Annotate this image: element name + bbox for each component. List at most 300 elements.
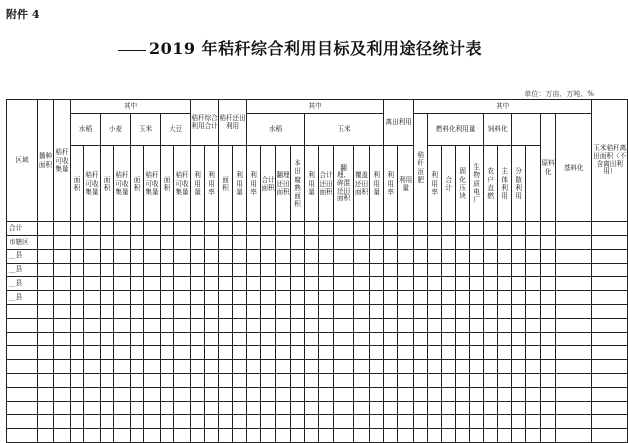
data-cell	[161, 318, 174, 332]
data-cell	[470, 429, 484, 443]
data-cell	[319, 291, 334, 305]
data-cell	[556, 360, 592, 374]
header-fuel-total: 合计	[442, 146, 456, 222]
data-cell	[205, 415, 219, 429]
data-cell	[414, 332, 428, 346]
data-cell	[556, 374, 592, 388]
data-cell	[428, 374, 442, 388]
data-cell	[174, 346, 191, 360]
data-cell	[526, 318, 541, 332]
data-cell	[191, 236, 205, 250]
data-cell	[276, 332, 291, 346]
data-cell	[205, 360, 219, 374]
data-cell	[233, 222, 247, 236]
data-cell	[334, 346, 354, 360]
data-cell	[131, 415, 144, 429]
data-cell	[470, 374, 484, 388]
data-cell	[205, 236, 219, 250]
data-cell	[384, 346, 398, 360]
data-cell	[84, 277, 101, 291]
data-cell	[484, 291, 498, 305]
data-cell	[84, 415, 101, 429]
header-wheat-area: 面积	[101, 146, 114, 222]
data-cell	[161, 277, 174, 291]
data-cell	[398, 291, 414, 305]
data-cell	[334, 429, 354, 443]
data-cell	[541, 277, 556, 291]
data-cell	[484, 263, 498, 277]
header-substrate: 基料化	[556, 114, 592, 222]
data-cell	[384, 429, 398, 443]
header-corn-total-area: 合计还田面积	[319, 146, 334, 222]
data-cell	[384, 374, 398, 388]
data-cell	[384, 277, 398, 291]
data-cell	[54, 249, 71, 263]
data-cell	[384, 291, 398, 305]
data-cell	[247, 332, 261, 346]
data-cell	[114, 263, 131, 277]
data-cell	[131, 305, 144, 319]
data-cell	[101, 346, 114, 360]
data-cell	[261, 277, 276, 291]
data-cell	[84, 401, 101, 415]
data-cell	[144, 249, 161, 263]
data-cell	[219, 360, 233, 374]
data-cell	[414, 429, 428, 443]
data-cell	[442, 387, 456, 401]
header-fertilizer: 秸秆沤肥	[414, 114, 428, 222]
row-label	[7, 387, 38, 401]
data-cell	[84, 429, 101, 443]
data-cell	[512, 332, 526, 346]
data-cell	[276, 263, 291, 277]
table-row	[7, 387, 628, 401]
data-cell	[84, 360, 101, 374]
data-cell	[556, 236, 592, 250]
data-cell	[470, 291, 484, 305]
data-cell	[305, 332, 319, 346]
data-cell	[174, 236, 191, 250]
row-label	[7, 415, 38, 429]
data-cell	[541, 263, 556, 277]
data-cell	[526, 291, 541, 305]
data-cell	[498, 236, 512, 250]
data-cell	[428, 222, 442, 236]
data-cell	[484, 374, 498, 388]
header-row-2	[7, 114, 628, 132]
data-cell	[233, 318, 247, 332]
data-cell	[334, 222, 354, 236]
data-cell	[161, 360, 174, 374]
data-cell	[191, 360, 205, 374]
data-cell	[354, 346, 370, 360]
data-cell	[470, 222, 484, 236]
data-cell	[191, 401, 205, 415]
statistics-table	[6, 99, 628, 443]
data-cell	[131, 429, 144, 443]
data-cell	[144, 374, 161, 388]
data-cell	[233, 415, 247, 429]
data-cell	[261, 318, 276, 332]
data-cell	[38, 305, 54, 319]
data-cell	[114, 277, 131, 291]
data-cell	[84, 222, 101, 236]
data-cell	[276, 374, 291, 388]
header-corn-off-area: 玉米秸秆离田面积（不含离田利用）	[592, 100, 628, 222]
data-cell	[370, 429, 384, 443]
table-row	[7, 415, 628, 429]
data-cell	[398, 387, 414, 401]
data-cell	[428, 263, 442, 277]
data-cell	[512, 360, 526, 374]
data-cell	[261, 249, 276, 263]
header-return-rice: 水稻	[247, 114, 305, 146]
data-cell	[38, 236, 54, 250]
data-cell	[541, 429, 556, 443]
data-cell	[592, 222, 628, 236]
data-cell	[354, 249, 370, 263]
data-cell	[101, 291, 114, 305]
header-corn-amount: 利用量	[370, 146, 384, 222]
data-cell	[261, 374, 276, 388]
data-cell	[354, 318, 370, 332]
data-cell	[191, 277, 205, 291]
data-cell	[334, 387, 354, 401]
data-cell	[428, 249, 442, 263]
data-cell	[219, 332, 233, 346]
data-cell	[319, 374, 334, 388]
data-cell	[484, 249, 498, 263]
data-cell	[291, 222, 305, 236]
data-cell	[161, 374, 174, 388]
data-cell	[319, 277, 334, 291]
data-cell	[498, 401, 512, 415]
data-cell	[276, 387, 291, 401]
table-row	[7, 374, 628, 388]
data-cell	[498, 346, 512, 360]
row-label	[7, 346, 38, 360]
row-label	[7, 360, 38, 374]
data-cell	[131, 401, 144, 415]
header-rice-collectable: 秸秆可收集量	[84, 146, 101, 222]
data-cell	[498, 249, 512, 263]
data-cell	[38, 249, 54, 263]
data-cell	[233, 305, 247, 319]
data-cell	[276, 236, 291, 250]
data-cell	[219, 429, 233, 443]
data-cell	[205, 249, 219, 263]
data-cell	[161, 401, 174, 415]
data-cell	[247, 387, 261, 401]
data-cell	[174, 277, 191, 291]
data-cell	[354, 291, 370, 305]
header-wheat-collectable: 秸秆可收集量	[114, 146, 131, 222]
data-cell	[261, 222, 276, 236]
data-cell	[38, 318, 54, 332]
data-cell	[219, 415, 233, 429]
data-cell	[38, 401, 54, 415]
data-cell	[161, 291, 174, 305]
data-cell	[101, 401, 114, 415]
data-cell	[398, 236, 414, 250]
data-cell	[191, 318, 205, 332]
data-cell	[428, 318, 442, 332]
data-cell	[101, 415, 114, 429]
data-cell	[526, 222, 541, 236]
data-cell	[101, 374, 114, 388]
header-fuel: 燃料化利用量	[428, 114, 484, 146]
data-cell	[54, 318, 71, 332]
data-cell	[54, 360, 71, 374]
data-cell	[442, 222, 456, 236]
row-label	[7, 401, 38, 415]
data-cell	[131, 263, 144, 277]
data-cell	[398, 374, 414, 388]
data-cell	[398, 429, 414, 443]
data-cell	[191, 346, 205, 360]
data-cell	[442, 291, 456, 305]
header-feed-scatter: 分散利用	[512, 146, 526, 222]
data-cell	[144, 222, 161, 236]
data-cell	[101, 318, 114, 332]
data-cell	[247, 429, 261, 443]
data-cell	[512, 415, 526, 429]
data-cell	[38, 346, 54, 360]
data-cell	[144, 387, 161, 401]
data-cell	[291, 236, 305, 250]
data-cell	[261, 263, 276, 277]
data-cell	[541, 360, 556, 374]
data-cell	[592, 346, 628, 360]
data-cell	[442, 305, 456, 319]
data-cell	[161, 305, 174, 319]
header-comprehensive: 秸秆综合利用合计	[191, 100, 219, 146]
data-cell	[101, 305, 114, 319]
table-row	[7, 401, 628, 415]
data-cell	[205, 305, 219, 319]
data-cell	[247, 305, 261, 319]
table-row	[7, 222, 628, 236]
header-fuel-household: 农户直燃	[484, 146, 498, 222]
header-rice-amount: 利用量	[305, 146, 319, 222]
data-cell	[456, 387, 470, 401]
data-cell	[592, 360, 628, 374]
data-cell	[276, 305, 291, 319]
data-cell	[205, 374, 219, 388]
data-cell	[414, 249, 428, 263]
data-cell	[54, 332, 71, 346]
data-cell	[84, 346, 101, 360]
data-cell	[384, 318, 398, 332]
data-cell	[144, 291, 161, 305]
data-cell	[205, 291, 219, 305]
data-cell	[144, 415, 161, 429]
header-feed-empty-1	[526, 146, 541, 222]
data-cell	[131, 249, 144, 263]
data-cell	[291, 277, 305, 291]
data-cell	[398, 249, 414, 263]
data-cell	[305, 318, 319, 332]
data-cell	[484, 277, 498, 291]
data-cell	[592, 401, 628, 415]
data-cell	[131, 318, 144, 332]
data-cell	[414, 374, 428, 388]
data-cell	[84, 249, 101, 263]
data-cell	[291, 332, 305, 346]
data-cell	[305, 346, 319, 360]
data-cell	[384, 332, 398, 346]
data-cell	[54, 222, 71, 236]
data-cell	[219, 401, 233, 415]
header-wheat: 小麦	[101, 114, 131, 146]
data-cell	[456, 360, 470, 374]
header-return-rate: 利用率	[247, 146, 261, 222]
data-cell	[319, 429, 334, 443]
data-cell	[526, 277, 541, 291]
data-cell	[101, 277, 114, 291]
data-cell	[233, 374, 247, 388]
data-cell	[174, 415, 191, 429]
data-cell	[247, 236, 261, 250]
data-cell	[319, 415, 334, 429]
data-cell	[384, 305, 398, 319]
data-cell	[384, 249, 398, 263]
header-comp-rate: 利用率	[205, 146, 219, 222]
data-cell	[261, 401, 276, 415]
data-cell	[414, 346, 428, 360]
data-cell	[261, 305, 276, 319]
data-cell	[101, 236, 114, 250]
data-cell	[261, 346, 276, 360]
data-cell	[414, 415, 428, 429]
data-cell	[219, 374, 233, 388]
data-cell	[38, 263, 54, 277]
data-cell	[512, 277, 526, 291]
data-cell	[556, 263, 592, 277]
data-cell	[428, 415, 442, 429]
data-cell	[498, 429, 512, 443]
data-cell	[556, 249, 592, 263]
data-cell	[484, 346, 498, 360]
data-cell	[592, 249, 628, 263]
table-row	[7, 291, 628, 305]
data-cell	[233, 401, 247, 415]
data-cell	[319, 346, 334, 360]
data-cell	[144, 236, 161, 250]
data-cell	[305, 277, 319, 291]
data-cell	[354, 429, 370, 443]
data-cell	[541, 346, 556, 360]
data-cell	[512, 305, 526, 319]
data-cell	[319, 387, 334, 401]
data-cell	[174, 374, 191, 388]
data-cell	[131, 374, 144, 388]
data-cell	[541, 236, 556, 250]
data-cell	[512, 222, 526, 236]
data-cell	[233, 291, 247, 305]
data-cell	[191, 332, 205, 346]
data-cell	[247, 318, 261, 332]
header-soybean-area: 面积	[161, 146, 174, 222]
data-cell	[456, 236, 470, 250]
data-cell	[114, 387, 131, 401]
data-cell	[512, 346, 526, 360]
data-cell	[442, 277, 456, 291]
data-cell	[144, 318, 161, 332]
data-cell	[498, 222, 512, 236]
data-cell	[442, 401, 456, 415]
data-cell	[354, 263, 370, 277]
units-note: 单位：万亩、万吨、%	[524, 90, 594, 98]
data-cell	[305, 263, 319, 277]
data-cell	[291, 374, 305, 388]
header-fuel-biomass: 生物质电厂	[470, 146, 484, 222]
row-label	[7, 318, 38, 332]
data-cell	[219, 305, 233, 319]
data-cell	[114, 429, 131, 443]
data-cell	[161, 429, 174, 443]
table-row	[7, 249, 628, 263]
data-cell	[114, 415, 131, 429]
data-cell	[498, 318, 512, 332]
data-cell	[174, 222, 191, 236]
data-cell	[191, 415, 205, 429]
data-cell	[541, 305, 556, 319]
row-label	[7, 429, 38, 443]
data-cell	[219, 236, 233, 250]
data-cell	[233, 249, 247, 263]
data-cell	[247, 291, 261, 305]
data-cell	[131, 387, 144, 401]
data-cell	[131, 277, 144, 291]
data-cell	[233, 346, 247, 360]
data-cell	[144, 332, 161, 346]
data-cell	[498, 387, 512, 401]
data-cell	[442, 263, 456, 277]
data-cell	[38, 360, 54, 374]
data-cell	[319, 318, 334, 332]
data-cell	[219, 291, 233, 305]
data-cell	[191, 305, 205, 319]
data-cell	[414, 277, 428, 291]
data-cell	[191, 429, 205, 443]
header-row-1	[7, 100, 628, 114]
data-cell	[556, 277, 592, 291]
data-cell	[484, 401, 498, 415]
data-cell	[370, 318, 384, 332]
row-label: __县	[7, 263, 38, 277]
data-cell	[101, 332, 114, 346]
data-cell	[276, 360, 291, 374]
data-cell	[114, 374, 131, 388]
data-cell	[71, 346, 84, 360]
data-cell	[114, 291, 131, 305]
data-cell	[414, 305, 428, 319]
data-cell	[114, 236, 131, 250]
data-cell	[101, 387, 114, 401]
data-cell	[442, 415, 456, 429]
data-cell	[442, 429, 456, 443]
header-rice-area: 面积	[71, 146, 84, 222]
data-cell	[84, 318, 101, 332]
data-cell	[370, 263, 384, 277]
data-cell	[131, 236, 144, 250]
data-cell	[71, 318, 84, 332]
data-cell	[114, 305, 131, 319]
data-cell	[261, 236, 276, 250]
data-cell	[305, 291, 319, 305]
data-cell	[131, 291, 144, 305]
